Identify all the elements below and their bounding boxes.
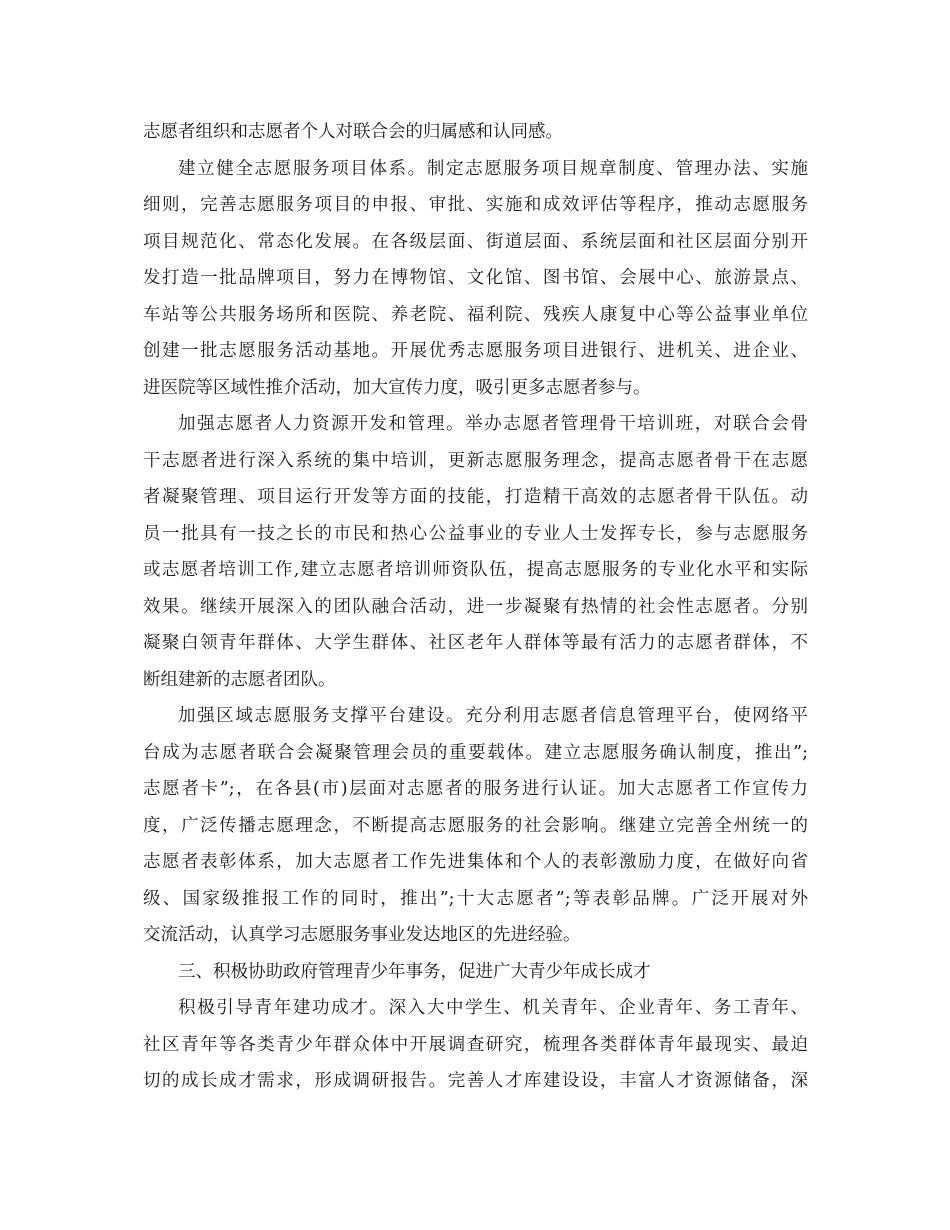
- text-line: 凝聚白领青年群体、大学生群体、社区老年人群体等最有活力的志愿者群体，不: [143, 633, 808, 653]
- text-line: 干志愿者进行深入系统的集中培训，更新志愿服务理念，提高志愿者骨干在志愿: [143, 450, 808, 471]
- text-line: 台成为志愿者联合会凝聚管理会员的重要载体。建立志愿服务确认制度，推出”;: [143, 742, 808, 763]
- text-line: 度，广泛传播志愿理念，不断提高志愿服务的社会影响。继建立完善全州统一的: [143, 815, 808, 836]
- text-line: 进医院等区域性推介活动，加大宣传力度，吸引更多志愿者参与。: [143, 377, 651, 398]
- text-line: 断组建新的志愿者团队。: [143, 669, 336, 690]
- text-line: 志愿者表彰体系，加大志愿者工作先进集体和个人的表彰激励力度，在做好向省: [143, 852, 808, 872]
- text-line: 车站等公共服务场所和医院、养老院、福利院、残疾人康复中心等公益事业单位: [143, 304, 808, 325]
- text-line: 志愿者组织和志愿者个人对联合会的归属感和认同感。: [143, 122, 563, 142]
- document-body: [143, 114, 808, 1100]
- text-line: 创建一批志愿服务活动基地。开展优秀志愿服务项目进银行、进机关、进企业、: [143, 341, 808, 361]
- text-line: 交流活动，认真学习志愿服务事业发达地区的先进经验。: [143, 925, 581, 945]
- text-line: 级、国家级推报工作的同时，推出”;十大志愿者”;等表彰品牌。广泛开展对外: [143, 888, 808, 909]
- text-line: 员一批具有一技之长的市民和热心公益事业的专业人士发挥专长，参与志愿服务: [143, 523, 808, 544]
- text-line: 积极引导青年建功成才。深入大中学生、机关青年、企业青年、务工青年、: [178, 998, 808, 1018]
- text-line: 加强区域志愿服务支撑平台建设。充分利用志愿者信息管理平台，使网络平: [178, 706, 808, 726]
- section-heading: 三、积极协助政府管理青少年事务，促进广大青少年成长成才: [178, 961, 651, 982]
- text-line: 者凝聚管理、项目运行开发等方面的技能，打造精干高效的志愿者骨干队伍。动: [143, 487, 808, 507]
- text-line: 加强志愿者人力资源开发和管理。举办志愿者管理骨干培训班，对联合会骨: [178, 414, 808, 434]
- text-line: 效果。继续开展深入的团队融合活动，进一步凝聚有热情的社会性志愿者。分别: [143, 596, 808, 617]
- text-line: 项目规范化、常态化发展。在各级层面、街道层面、系统层面和社区层面分别开: [143, 231, 808, 252]
- text-line: 建立健全志愿服务项目体系。制定志愿服务项目规章制度、管理办法、实施: [178, 158, 808, 179]
- text-line: 志愿者卡”;，在各县(市)层面对志愿者的服务进行认证。加大志愿者工作宣传力: [143, 779, 808, 799]
- text-line: 切的成长成才需求，形成调研报告。完善人才库建设设，丰富人才资源储备，深: [143, 1071, 808, 1091]
- text-line: 细则，完善志愿服务项目的申报、审批、实施和成效评估等程序，推动志愿服务: [143, 195, 808, 215]
- text-line: 或志愿者培训工作,建立志愿者培训师资队伍，提高志愿服务的专业化水平和实际: [143, 560, 808, 580]
- text-line: 发打造一批品牌项目，努力在博物馆、文化馆、图书馆、会展中心、旅游景点、: [143, 268, 808, 288]
- text-line: 社区青年等各类青少年群众体中开展调查研究，梳理各类群体青年最现实、最迫: [143, 1034, 808, 1055]
